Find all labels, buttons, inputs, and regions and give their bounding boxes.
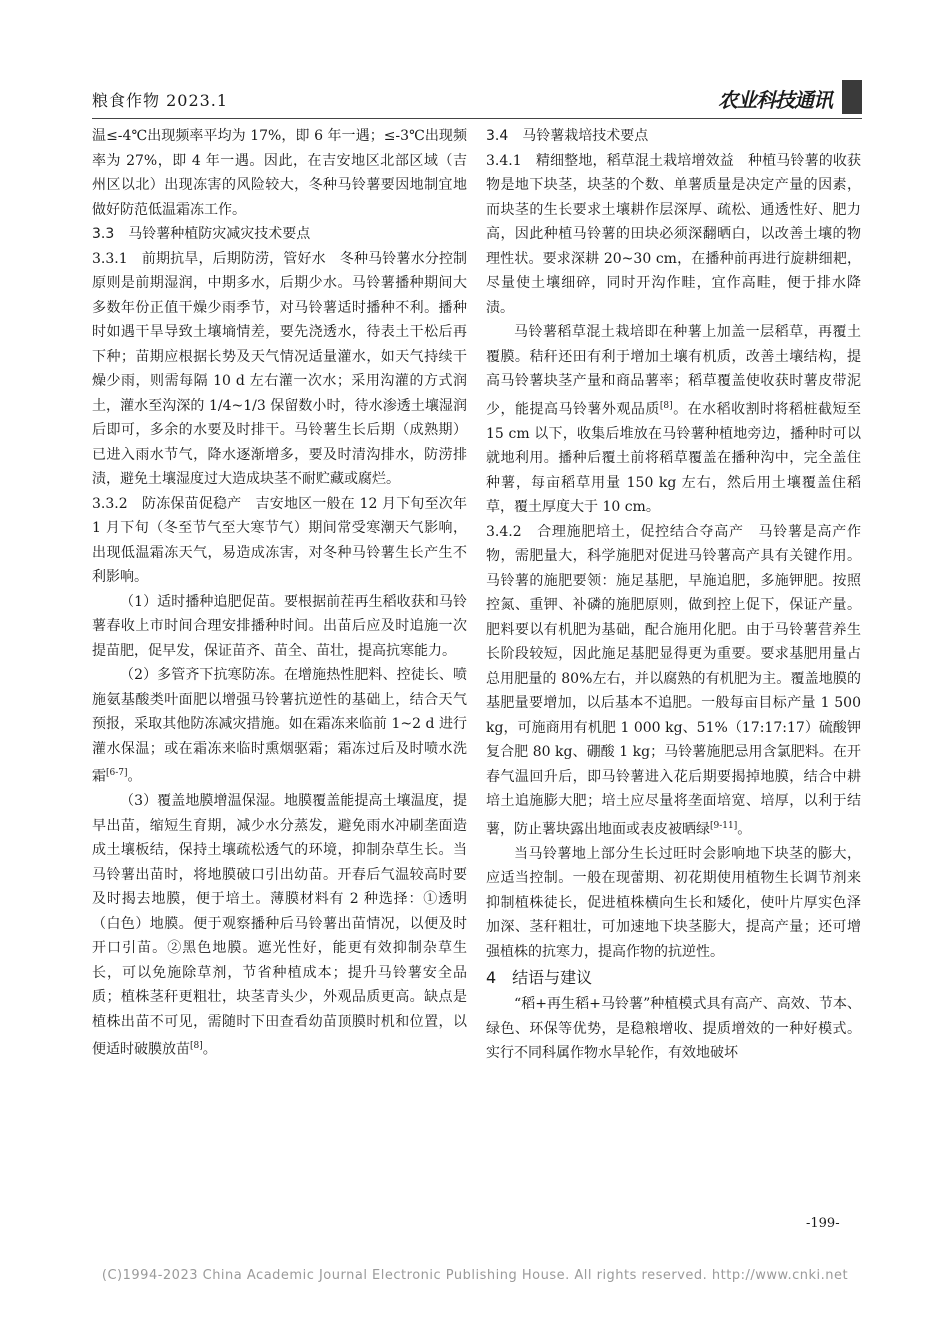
right-column: [486, 124, 861, 1066]
fertilizer-text: 3.4.2 合理施肥培土，促控结合夺高产 马铃薯是高产作物，需肥量大，科学施肥对促进马铃薯高产具有关键作用。马铃薯的施肥要领：施足基肥，早施追肥，多施钾肥。按照控氮、重钾、补磷的施肥原则，做到控上促下，保证产量。肥料要以有机肥为基础，配合施用化肥。由于马铃薯营养生长阶段较短，因此施足基肥显得更为重要。要求基肥用量占总用肥量的 80%左右，并以腐熟的有机肥为主。覆盖地膜的基肥量要增加，以后基本不追肥。一般每亩目标产量 1 500 kg，可施商用有机肥 1 000 kg、51%（17:17:17）硫酸钾复合肥 80 kg、硼酸 1 kg；马铃薯施肥忌用含氯肥料。在开春气温回升后，即马铃薯进入花后期要揭掉地膜，结合中耕培土追施膨大肥；培土应尽量将垄面培宽、培厚，以利于结薯，防止薯块露出地面或表皮被晒绿: [486, 523, 861, 838]
list-item-3: [92, 789, 467, 1062]
citation: [9-11]: [710, 820, 738, 831]
copyright-footer: (C)1994-2023 China Academic Journal Electronic Publishing House. All rights reserved. http://www.cnki.net: [101, 1268, 849, 1283]
list-item-1: （1）适时播种追肥促苗。要根据前茬再生稻收获和马铃薯春收上市时间合理安排播种时间。出苗后应及时追施一次提苗肥，促早发，保证苗齐、苗全、苗壮，提高抗寒能力。: [92, 593, 467, 659]
citation: [8]: [659, 400, 673, 411]
list-item-2-text: （2）多管齐下抗寒防冻。在增施热性肥料、控徒长、喷施氨基酸类叶面肥以增强马铃薯抗逆性的基础上，结合天气预报，采取其他防冻减灾措施。如在霜冻来临前 1~2 d 进行灌水保温；或在霜冻来临时熏烟驱霜；霜冻过后及时喷水洗霜: [92, 667, 467, 785]
list-item-3-text: （3）覆盖地膜增温保湿。地膜覆盖能提高土壤温度，提早出苗，缩短生育期，减少水分蒸发，避免雨水冲刷垄面造成土壤板结，保持土壤疏松透气的环境，抑制杂草生长。当马铃薯出苗时，将地膜破口引出幼苗。开春后气温较高时要及时揭去地膜，便于培土。薄膜材料有 2 种选择：①透明（白色）地膜。便于观察播种后马铃薯出苗情况，以便及时开口引苗。②黑色地膜。遮光性好，能更有效抑制杂草生长，可以免施除草剂，节省种植成本；提升马铃薯安全品质；植株茎秆更粗壮，块茎青头少，外观品质更高。缺点是植株出苗不可见，需随时下田查看幼苗顶膜时机和位置，以便适时破膜放苗: [92, 793, 467, 1058]
paragraph-conclusion: “稻+再生稻+马铃薯”种植模式具有高产、高效、节本、绿色、环保等优势，是稳粮增收、提质增效的一种好模式。实行不同科属作物水旱轮作，有效地破坏: [486, 996, 861, 1062]
section-heading-3-3: 3.3 马铃薯种植防灾减灾技术要点: [92, 226, 311, 242]
section-heading-3-4: 3.4 马铃薯栽培技术要点: [486, 128, 649, 144]
brand-logo: 农业科技通讯: [718, 88, 832, 112]
paragraph: 温≤-4℃出现频率平均为 17%，即 6 年一遇；≤-3℃出现频率为 27%，即 4 年一遇。因此，在吉安地区北部区域（吉州区以北）出现冻害的风险较大，冬种马铃薯要因地制宜地做好防范低温霜冻工作。: [92, 128, 467, 218]
section-heading-4: 4 结语与建议: [486, 968, 593, 988]
citation: [8]: [190, 1041, 203, 1052]
straw-text: 马铃薯稻草混土栽培即在种薯上加盖一层稻草，再覆土覆膜。秸秆还田有利于增加土壤有机质，改善土壤结构，提高马铃薯块茎产量和商品薯率；稻草覆盖使收获时薯皮带泥少，能提高马铃薯外观品质: [486, 324, 861, 418]
subsection-3-3-1: 3.3.1 前期抗旱，后期防涝，管好水 冬种马铃薯水分控制原则是前期湿润，中期多水，后期少水。马铃薯播种期间大多数年份正值干燥少雨季节，对马铃薯适时播种不利。播种时如遇干旱导致土壤墒情差，要先浇透水，待表土干松后再下种；苗期应根据长势及天气情况适量灌水，如天气持续干燥少雨，则需每隔 10 d 左右灌一次水；采用沟灌的方式润土，灌水至沟深的 1/4~1/3 保留数小时，待水渗透土壤湿润后即可，多余的水要及时排干。马铃薯生长后期（成熟期）已进入雨水节气，降水逐渐增多，要及时清沟排水，防涝排渍，避免土壤湿度过大造成块茎不耐贮藏或腐烂。: [92, 250, 467, 487]
list-item-3-end: 。: [202, 1041, 217, 1058]
page-number: -199-: [806, 1216, 840, 1231]
list-item-2-end: 。: [127, 768, 142, 785]
running-header: [92, 80, 862, 120]
fertilizer-end: 。: [737, 821, 752, 838]
journal-title: 粮食作物 2023.1: [92, 91, 229, 110]
header-divider: [92, 118, 862, 119]
brand-bar: [842, 80, 862, 114]
paragraph-growth-control: 当马铃薯地上部分生长过旺时会影响地下块茎的膨大，应适当控制。一般在现蕾期、初花期使用植物生长调节剂来抑制植株徒长，促进植株横向生长和矮化，使叶片厚实色泽加深、茎秆粗壮，可加速地下块茎膨大，提高产量；还可增强植株的抗寒力，提高作物的抗逆性。: [486, 845, 861, 960]
subsection-3-4-1: 3.4.1 精细整地，稻草混土栽培增效益 种植马铃薯的收获物是地下块茎，块茎的个数、单薯质量是决定产量的因素，而块茎的生长要求土壤耕作层深厚、疏松、通透性好、肥力高，因此种植马铃薯的田块必须深翻晒白，以改善土壤的物理性状。要求深耕 20~30 cm，在播种前再进行旋耕细耙，尽量使土壤细碎，同时开沟作畦，宜作高畦，便于排水降渍。: [486, 152, 861, 316]
citation: [6-7]: [106, 768, 128, 778]
subsection-3-4-2: [486, 520, 861, 842]
left-column: [92, 124, 467, 1062]
paragraph-straw: [486, 320, 861, 520]
subsection-3-3-2: 3.3.2 防冻保苗促稳产 吉安地区一般在 12 月下旬至次年 1 月下旬（冬至节气至大寒节气）期间常受寒潮天气影响，出现低温霜冻天气，易造成冻害，对冬种马铃薯生长产生不利影响。: [92, 495, 467, 585]
straw-text-2: 。在水稻收割时将稻桩截短至 15 cm 以下，收集后堆放在马铃薯种植地旁边，播种时可以就地利用。播种后覆土前将稻草覆盖在播种沟中，完全盖住种薯，每亩稻草用量 150 kg 左右，然后用土壤覆盖住稻草，覆土厚度大于 10 cm。: [486, 401, 862, 516]
list-item-2: [92, 663, 467, 789]
